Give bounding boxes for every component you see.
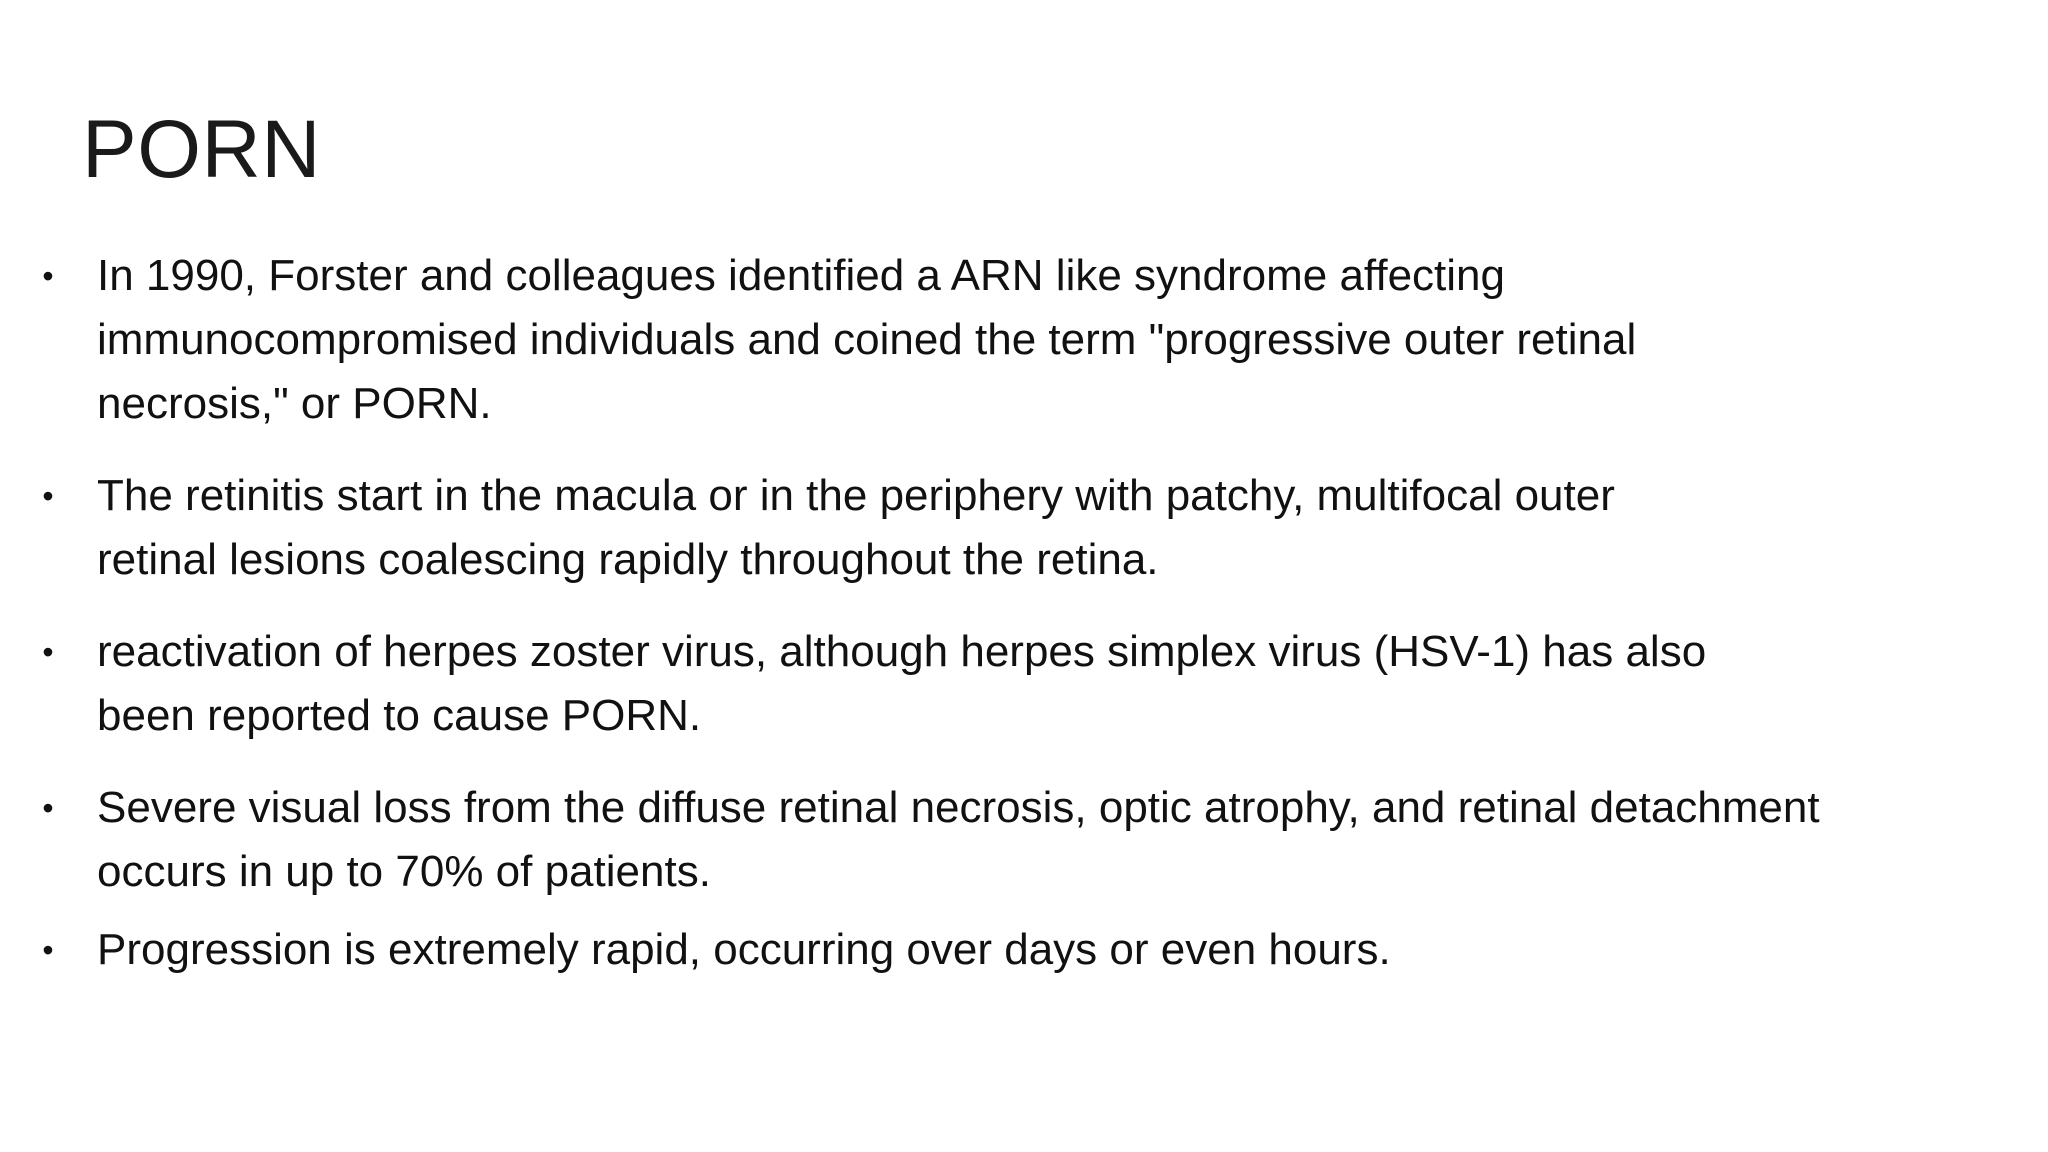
bullet-dot-icon: • bbox=[42, 932, 54, 968]
bullet-dot-icon: • bbox=[42, 790, 54, 826]
bullet-item bbox=[36, 464, 1996, 592]
bullet-dot-icon: • bbox=[42, 634, 54, 670]
bullet-text: Severe visual loss from the diffuse retinal necrosis, optic atrophy, and retinal detachment occurs in up to 70% of patients. bbox=[97, 783, 1820, 896]
bullet-item bbox=[36, 776, 1996, 904]
slide-title: PORN bbox=[82, 104, 321, 195]
bullet-text: Progression is extremely rapid, occurring over days or even hours. bbox=[97, 925, 1391, 974]
bullet-text: reactivation of herpes zoster virus, although herpes simplex virus (HSV-1) has also been reported to cause PORN. bbox=[97, 627, 1707, 740]
bullet-item bbox=[36, 244, 1996, 436]
bullet-text: In 1990, Forster and colleagues identified a ARN like syndrome affecting immunocompromised individuals and coined the term "progressive outer retinal necrosis," or PORN. bbox=[97, 251, 1637, 428]
bullet-item bbox=[36, 918, 1996, 982]
bullet-item bbox=[36, 620, 1996, 748]
bullet-dot-icon: • bbox=[42, 478, 54, 514]
bullet-dot-icon: • bbox=[42, 258, 54, 294]
bullet-text: The retinitis start in the macula or in the periphery with patchy, multifocal outer retinal lesions coalescing rapidly throughout the retina. bbox=[97, 471, 1615, 584]
bullet-list bbox=[36, 244, 1996, 982]
